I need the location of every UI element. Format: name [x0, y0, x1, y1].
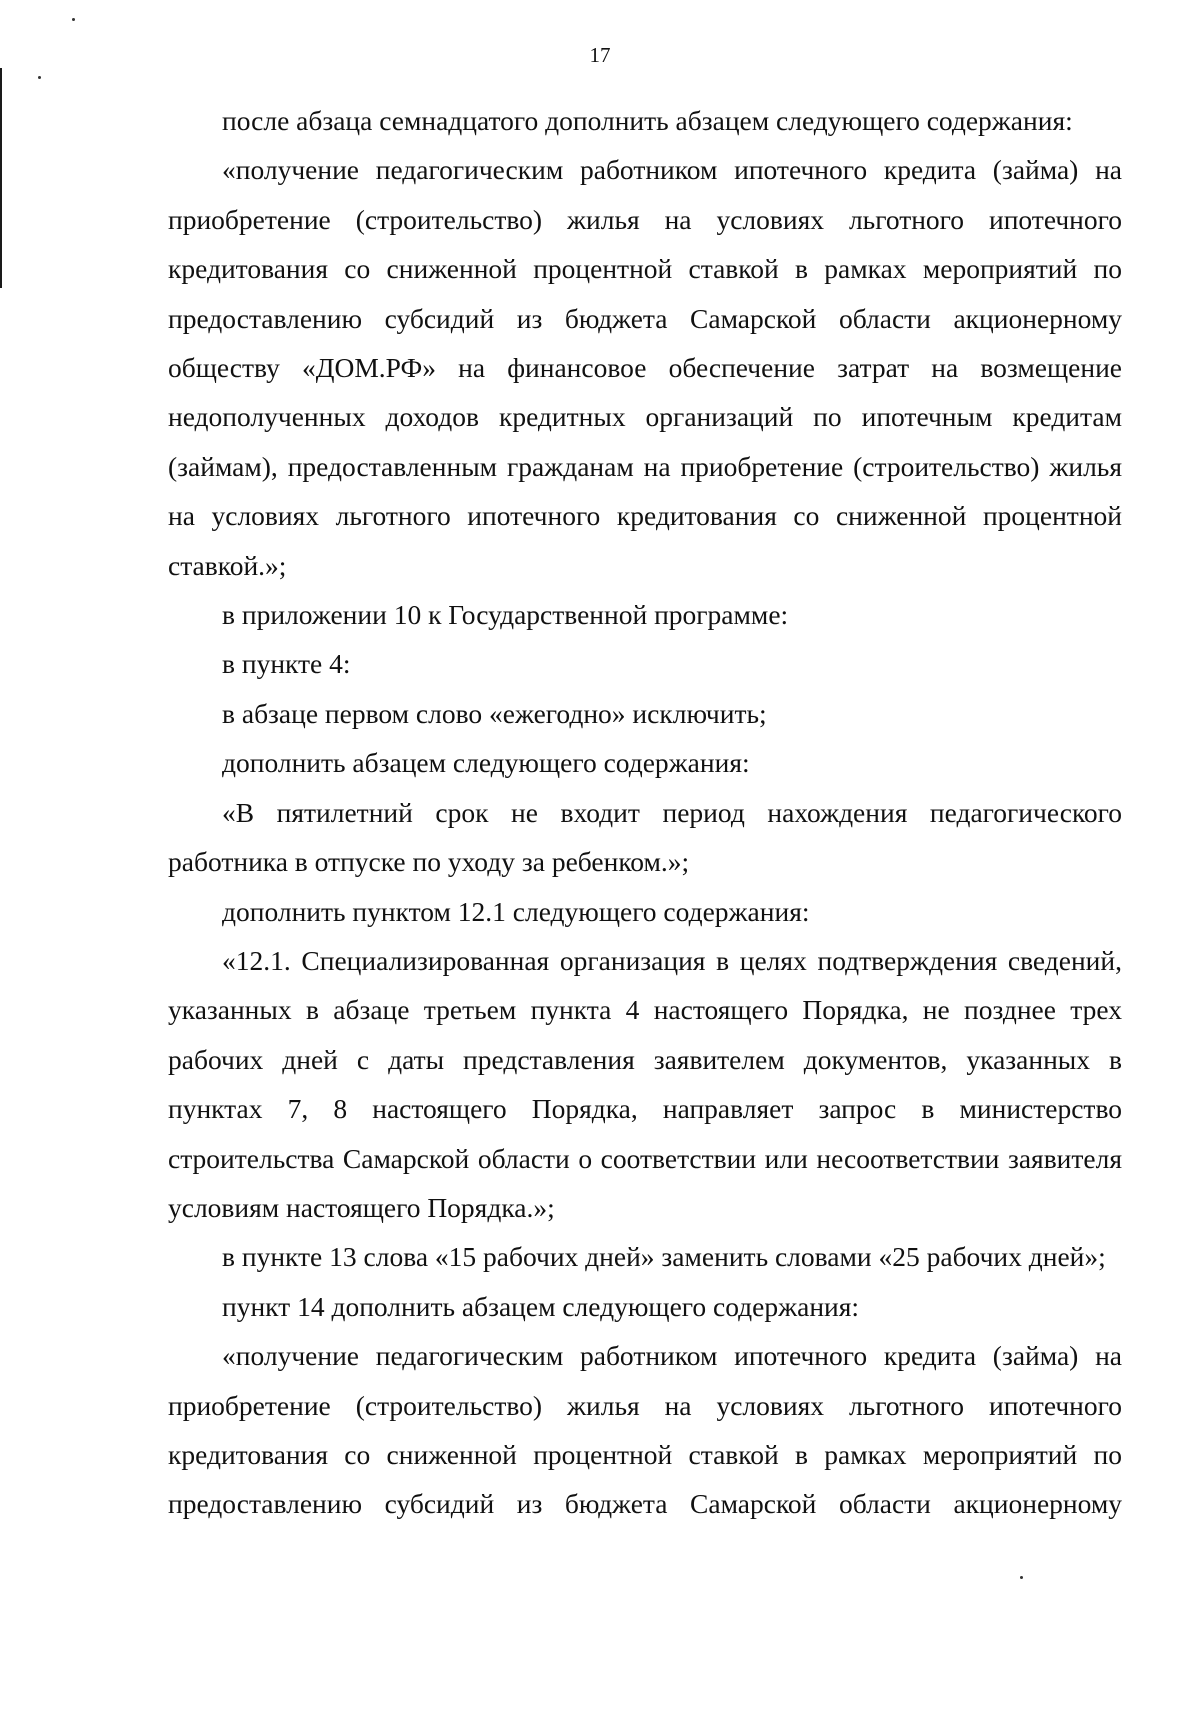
page-number: 17 [589, 43, 611, 67]
scan-edge-mark [0, 68, 2, 288]
paragraph: в пункте 13 слова «15 рабочих дней» заменить словами «25 рабочих дней»; [222, 1241, 1106, 1273]
document-body [168, 96, 1122, 1529]
paragraph: после абзаца семнадцатого дополнить абзацем следующего содержания: [222, 105, 1073, 136]
paragraph: дополнить абзацем следующего содержания: [222, 747, 750, 779]
paragraph: «получение педагогическим работником ипотечного кредита (займа) на приобретение (строительство) жилья на условиях льготного ипотечного кредитования со сниженной процентной ставкой в рамках мероприятий по предоставлению субсидий из бюджета Самарской области акционерному обществу «ДОМ.РФ» на финансовое обеспечение затрат на возмещение недополученных доходов кредитных организаций по ипотечным кредитам (займам), предоставленным гражданам на приобретение (строительство) жилья на условиях льготного ипотечного кредитования со сниженной процентной ставкой.»; [168, 154, 1122, 581]
paragraph: «получение педагогическим работником ипотечного кредита (займа) на приобретение (строительство) жилья на условиях льготного ипотечного кредитования со сниженной процентной ставкой в рамках мероприятий по предоставлению субсидий из бюджета Самарской области акционерному [168, 1340, 1122, 1520]
paragraph: в приложении 10 к Государственной программе: [222, 599, 789, 631]
paragraph: «В пятилетний срок не входит период нахождения педагогического работника в отпуске по уходу за ребенком.»; [168, 796, 1122, 878]
paragraph: в пункте 4: [222, 648, 351, 680]
paragraph: дополнить пунктом 12.1 следующего содержания: [222, 895, 810, 927]
paragraph: пункт 14 дополнить абзацем следующего содержания: [222, 1290, 860, 1322]
paragraph: в абзаце первом слово «ежегодно» исключить; [222, 697, 767, 729]
scan-speck [72, 18, 75, 21]
paragraph: «12.1. Специализированная организация в целях подтверждения сведений, указанных в абзаце третьем пункта 4 настоящего Порядка, не позднее трех рабочих дней с даты представления заявителем документов, указанных в пунктах 7, 8 настоящего Порядка, направляет запрос в министерство строительства Самарской области о соответствии или несоответствии заявителя условиям настоящего Порядка.»; [168, 944, 1122, 1223]
scan-speck [38, 76, 41, 79]
scan-speck [1020, 1576, 1023, 1579]
